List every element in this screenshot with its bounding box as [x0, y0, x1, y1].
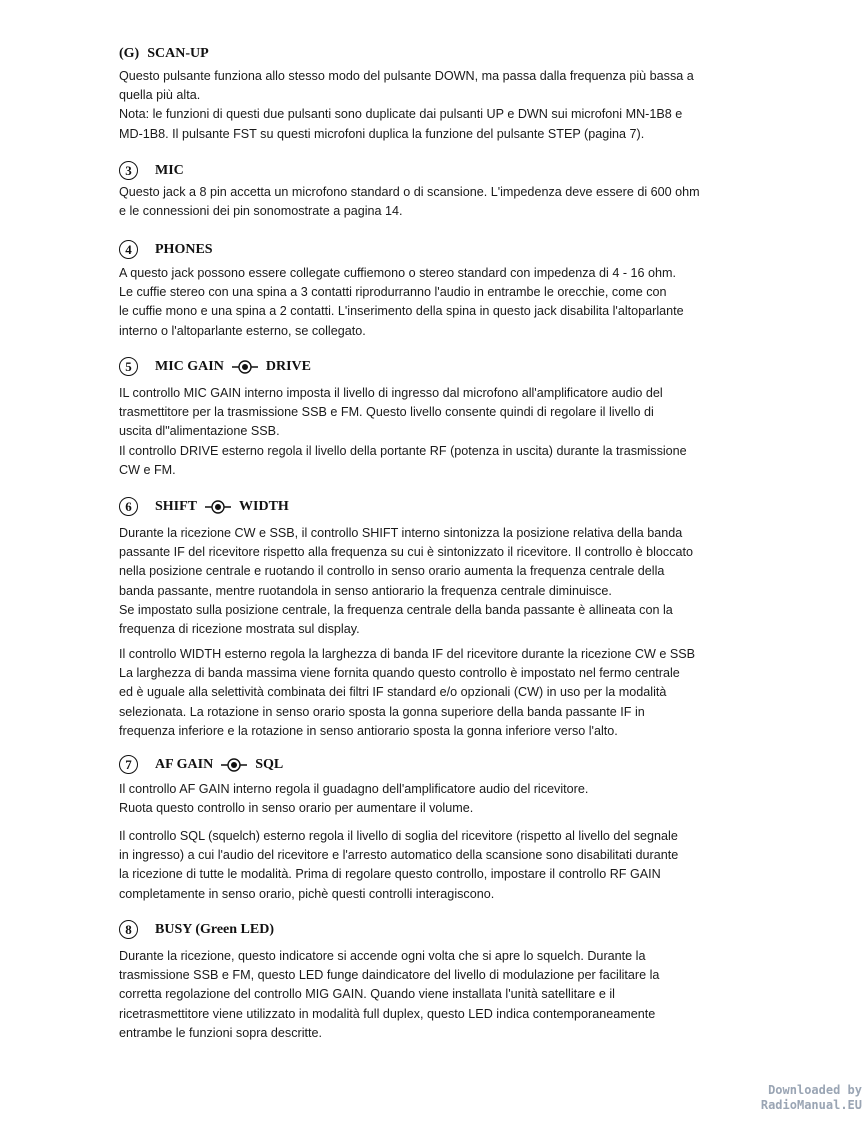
download-watermark: [761, 1083, 862, 1113]
section-title-phones: PHONES: [155, 241, 213, 257]
section-title-mic-gain: MIC GAIN: [155, 358, 224, 374]
text-line: Questo jack a 8 pin accetta un microfono standard o di scansione. L'impedenza deve essere di 600 ohm: [119, 185, 700, 199]
text-line: completamente in senso orario, pichè questi controlli interagiscono.: [119, 886, 495, 901]
text-line: corretta regolazione del controllo MIG GAIN. Quando viene installata l'unità satellitare e il: [119, 987, 615, 1002]
text-line: frequenza di ricezione mostrata sul display.: [119, 621, 360, 636]
text-line: IL controllo MIC GAIN interno imposta il livello di ingresso dal microfono all'amplificatore audio del: [119, 386, 663, 400]
text-line: banda passante, mentre ruotandola in senso antiorario la frequenza centrale diminuisce.: [119, 583, 612, 598]
section-title-scan-up: SCAN-UP: [147, 46, 209, 61]
section-title-drive: DRIVE: [265, 358, 311, 374]
section-number-badge: 5: [119, 357, 138, 376]
text-line: Il controllo DRIVE esterno regola il livello della portante RF (potenza in uscita) durante la trasmissione: [119, 443, 687, 458]
text-line: passante IF del ricevitore rispetto alla frequenza su cui è sintonizzato il ricevitore. Il controllo è bloccato: [119, 545, 693, 560]
paragraph-mic-gain-drive: [119, 384, 759, 480]
section-number-badge: 6: [119, 497, 138, 516]
text-line: Le cuffie stereo con una spina a 3 contatti riprodurranno l'audio in entrambe le orecchie, come con: [119, 285, 667, 300]
section-title-mic: MIC: [155, 162, 184, 178]
text-line: quella più alta.: [119, 88, 201, 103]
section-title-busy: BUSY (Green LED): [155, 921, 274, 937]
paragraph-sql: [119, 827, 759, 904]
section-number-badge: 3: [119, 161, 138, 180]
section-label-g: (G): [119, 46, 140, 61]
heading-shift-width: [119, 497, 289, 516]
text-line: MD-1B8. Il pulsante FST su questi microfoni duplica la funzione del pulsante STEP (pagina 7).: [119, 126, 645, 141]
text-line: Ruota questo controllo in senso orario per aumentare il volume.: [119, 801, 474, 816]
text-line: in ingresso) a cui l'audio del ricevitore e l'arresto automatico della scansione sono disabilitati durante: [119, 848, 679, 863]
section-number-badge: 8: [119, 920, 138, 939]
text-line: Questo pulsante funziona allo stesso modo del pulsante DOWN, ma passa dalla frequenza più bassa a: [119, 69, 694, 83]
text-line: uscita dl"alimentazione SSB.: [119, 424, 280, 439]
paragraph-shift: [119, 524, 759, 639]
heading-scan-up: [119, 46, 209, 62]
text-line: e le connessioni dei pin sonomostrate a pagina 14.: [119, 204, 403, 219]
heading-af-gain-sql: [119, 755, 283, 774]
text-line: La larghezza di banda massima viene fornita quando questo controllo è impostato nel fermo centrale: [119, 666, 680, 681]
section-title-shift: SHIFT: [155, 498, 198, 514]
text-line: Durante la ricezione, questo indicatore si accende ogni volta che si apre lo squelch. Durante la: [119, 949, 646, 963]
concentric-knob-icon: [205, 500, 231, 514]
text-line: Se impostato sulla posizione centrale, la frequenza centrale della banda passante è allineata con la: [119, 602, 673, 617]
paragraph-phones: [119, 264, 759, 341]
heading-busy: [119, 920, 274, 939]
text-line: nella posizione centrale e ruotando il controllo in senso orario aumenta la frequenza centrale della: [119, 564, 665, 579]
text-line: trasmissione SSB e FM, questo LED funge daindicatore del livello di modulazione per facilitare la: [119, 968, 660, 983]
section-title-width: WIDTH: [239, 498, 289, 514]
paragraph-scan-up: [119, 67, 759, 144]
watermark-line-2: RadioManual.EU: [760, 1098, 862, 1112]
text-line: CW e FM.: [119, 462, 176, 477]
section-title-af-gain: AF GAIN: [155, 756, 214, 772]
paragraph-busy: [119, 947, 759, 1043]
section-number-badge: 7: [119, 755, 138, 774]
heading-mic-gain-drive: [119, 357, 311, 376]
text-line: Il controllo WIDTH esterno regola la larghezza di banda IF del ricevitore durante la ricezione CW e SSB: [119, 647, 696, 661]
text-line: Nota: le funzioni di questi due pulsanti sono duplicate dai pulsanti UP e DWN sui microfoni MN-1B8 e: [119, 107, 683, 122]
text-line: Durante la ricezione CW e SSB, il controllo SHIFT interno sintonizza la posizione relativa della banda: [119, 526, 683, 540]
concentric-knob-icon: [221, 758, 247, 772]
paragraph-width: [119, 645, 759, 741]
section-number-badge: 4: [119, 240, 138, 259]
text-line: Il controllo AF GAIN interno regola il guadagno dell'amplificatore audio del ricevitore.: [119, 782, 589, 796]
concentric-knob-icon: [232, 360, 258, 374]
text-line: ricetrasmettitore viene utilizzato in modalità full duplex, questo LED indica contemporaneamente: [119, 1006, 656, 1021]
text-line: frequenza inferiore e la rotazione in senso antiorario sposta la gonna inferiore verso l'alto.: [119, 723, 618, 738]
text-line: ed è uguale alla selettività combinata dei filtri IF standard e/o opzionali (CW) in uso per la modalità: [119, 685, 667, 700]
text-line: interno o l'altoparlante esterno, se collegato.: [119, 323, 366, 338]
text-line: A questo jack possono essere collegate cuffiemono o stereo standard con impedenza di 4 - 16 ohm.: [119, 266, 677, 280]
text-line: la ricezione di tutte le modalità. Prima di regolare questo controllo, impostare il controllo RF GAIN: [119, 867, 661, 882]
text-line: le cuffie mono e una spina a 2 contatti. L'inserimento della spina in questo jack disabilita l'altoparlante: [119, 304, 684, 319]
heading-phones: [119, 240, 213, 259]
text-line: trasmettitore per la trasmissione SSB e FM. Questo livello consente quindi di regolare il livello di: [119, 405, 654, 420]
text-line: entrambe le funzioni sopra descritte.: [119, 1025, 323, 1040]
text-line: Il controllo SQL (squelch) esterno regola il livello di soglia del ricevitore (rispetto al livello del segnale: [119, 829, 678, 843]
paragraph-mic: [119, 183, 759, 221]
watermark-line-1: Downloaded by: [768, 1083, 862, 1097]
paragraph-af-gain: [119, 780, 759, 818]
heading-mic: [119, 161, 184, 180]
text-line: selezionata. La rotazione in senso orario sposta la gonna superiore della banda passante IF in: [119, 704, 645, 719]
section-title-sql: SQL: [255, 756, 284, 772]
